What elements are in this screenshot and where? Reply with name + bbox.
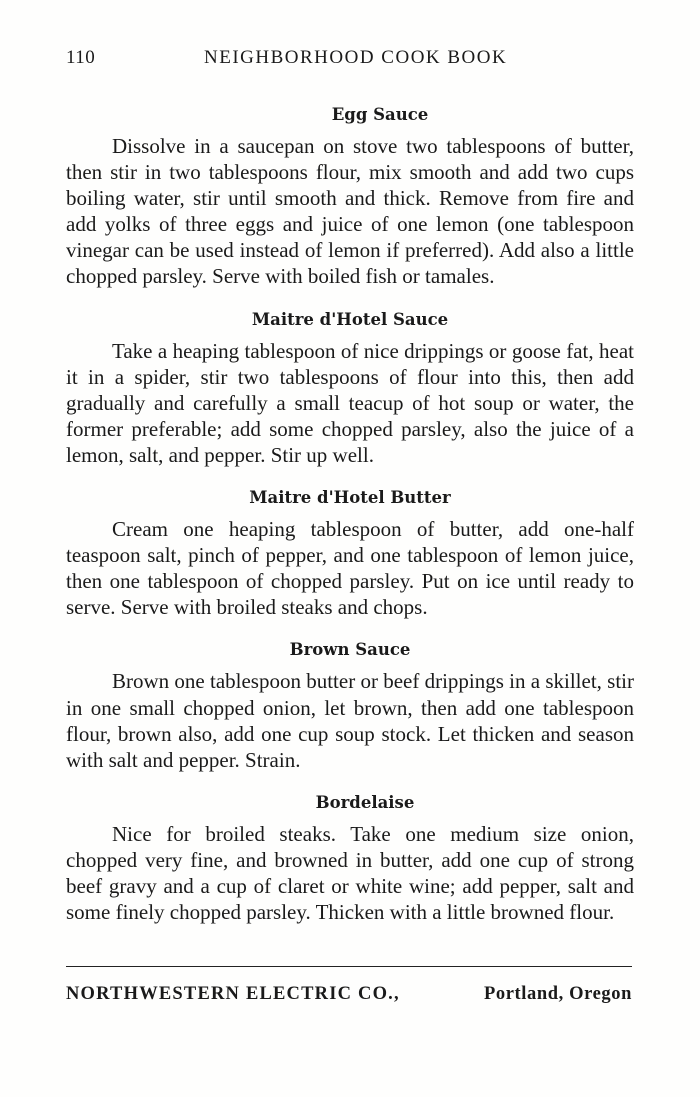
recipe-title: Maitre d'Hotel Butter bbox=[249, 488, 451, 508]
footer-company: NORTHWESTERN ELECTRIC CO., bbox=[66, 984, 400, 1004]
recipe-brown-sauce bbox=[66, 632, 634, 772]
recipe-title: Maitre d'Hotel Sauce bbox=[251, 309, 449, 329]
recipe-egg-sauce bbox=[66, 97, 634, 290]
running-head bbox=[66, 47, 634, 73]
recipe-bordelaise bbox=[66, 785, 634, 925]
recipe-text: Cream one heaping tablespoon of butter, add one-half teaspoon salt, pinch of pepper, and one tablespoon of lemon juice, then one tablespoon of chopped parsley. Put on ice until ready to serve. Serve with broiled steaks and chops. bbox=[66, 517, 634, 620]
book-title: NEIGHBORHOOD COOK BOOK bbox=[204, 47, 508, 68]
recipe-text: Take a heaping tablespoon of nice drippings or goose fat, heat it in a spider, stir two tablespoons of flour into this, then add gradually and carefully a small teacup of hot soup or water, the former preferable; add some chopped parsley, also the juice of a lemon, salt, and pepper. Stir up well. bbox=[66, 338, 634, 467]
recipe-title: Egg Sauce bbox=[331, 105, 429, 124]
recipe-maitre-d-hotel-butter bbox=[66, 480, 634, 620]
recipe-list bbox=[66, 97, 634, 937]
recipe-text: Brown one tablespoon butter or beef drippings in a skillet, stir in one small chopped onion, let brown, then add one tablespoon flour, brown also, add one cup soup stock. Let thicken and season with salt and pepper. Strain. bbox=[66, 669, 634, 772]
recipe-title: Brown Sauce bbox=[289, 640, 411, 660]
footer-divider bbox=[66, 966, 632, 967]
page-number: 110 bbox=[66, 47, 96, 68]
recipe-text: Dissolve in a saucepan on stove two tablespoons of butter, then stir in two tablespoons flour, mix smooth and add two cups boiling water, stir until smooth and thick. Remove from fire and add yolks of three eggs and juice of one lemon (one tablespoon vinegar can be used instead of lemon if preferred). Add also a little chopped parsley. Serve with boiled fish or tamales. bbox=[66, 134, 634, 289]
recipe-title: Bordelaise bbox=[315, 792, 415, 812]
recipe-text: Nice for broiled steaks. Take one medium size onion, chopped very fine, and browned in butter, add one cup of strong beef gravy and a cup of claret or white wine; add pepper, salt and some finely chopped parsley. Thicken with a little browned flour. bbox=[66, 821, 634, 925]
footer bbox=[66, 984, 632, 1005]
footer-location: Portland, Oregon bbox=[483, 984, 632, 1004]
recipe-maitre-d-hotel-sauce bbox=[66, 302, 634, 468]
